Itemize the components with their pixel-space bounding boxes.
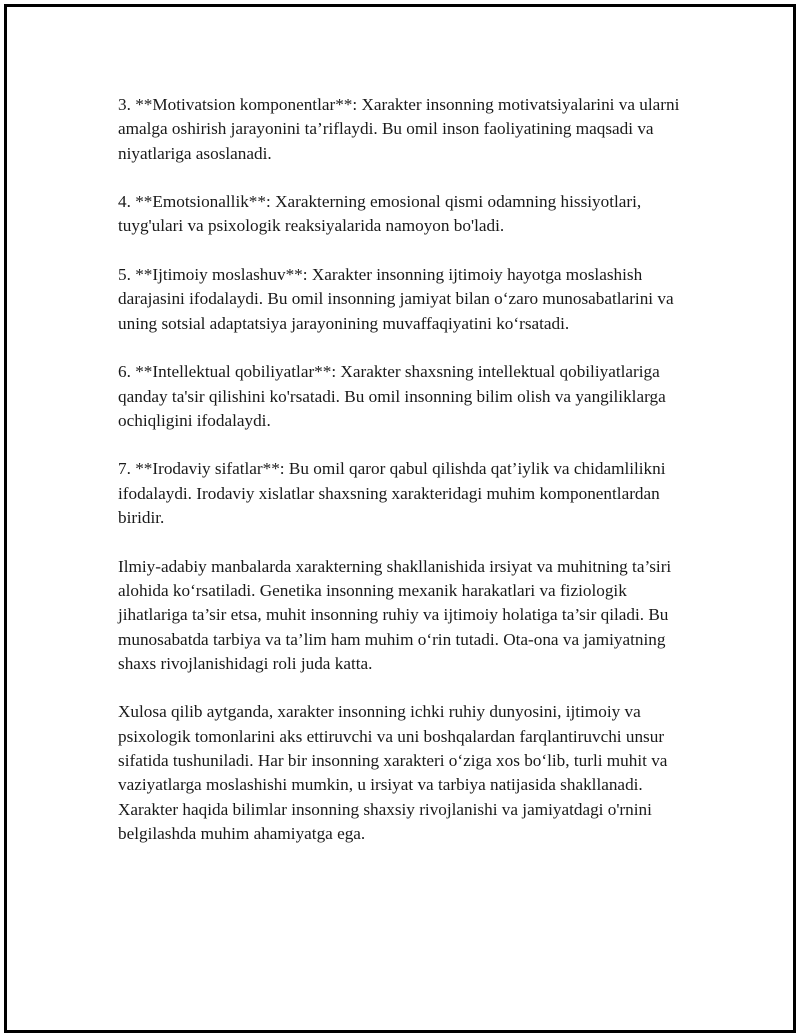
paragraph-emotionality: 4. **Emotsionallik**: Xarakterning emosional qismi odamning hissiyotlari, tuyg'ulari va psixologik reaksiyalarida namoyon bo'ladi. — [118, 192, 642, 236]
paragraph-heredity-environment: Ilmiy-adabiy manbalarda xarakterning shakllanishida irsiyat va muhitning ta’siri alohida ko‘rsatiladi. Genetika insonning mexanik harakatlari va fiziologik jihatlariga ta’sir etsa, muhit insonning ruhiy va ijtimoiy holatiga ta’sir qiladi. Bu munosabatda tarbiya va ta’lim ham muhim o‘rin tutadi. Ota-ona va jamiyatning shaxs rivojlanishidagi roli juda katta. — [118, 556, 672, 673]
paragraph-conclusion: Xulosa qilib aytganda, xarakter insonning ichki ruhiy dunyosini, ijtimoiy va psixologik tomonlarini aks ettiruvchi va uni boshqalardan farqlantiruvchi unsur sifatida tushuniladi. Har bir insonning xarakteri o‘ziga xos bo‘lib, turli muhit va vaziyatlarga moslashishi mumkin, u irsiyat va tarbiya natijasida shakllanadi. Xarakter haqida bilimlar insonning shaxsiy rivojlanishi va jamiyatdagi o'rnini belgilashda muhim ahamiyatga ega. — [118, 702, 668, 843]
paragraph-volitional-qualities: 7. **Irodaviy sifatlar**: Bu omil qaror qabul qilishda qat’iylik va chidamlilikni ifodalaydi. Irodaviy xislatlar shaxsning xarakteridagi muhim komponentlardan biridir. — [118, 459, 666, 528]
paragraph-motivational-components: 3. **Motivatsion komponentlar**: Xarakter insonning motivatsiyalarini va ularni amalga oshirish jarayonini ta’riflaydi. Bu omil inson faoliyatining maqsadi va niyatlariga asoslanadi. — [118, 95, 680, 163]
document-body — [118, 93, 688, 871]
paragraph-intellectual-abilities: 6. **Intellektual qobiliyatlar**: Xarakter shaxsning intellektual qobiliyatlariga qanday ta'sir qilishini ko'rsatadi. Bu omil insonning bilim olish va yangiliklarga ochiqligini ifodalaydi. — [118, 362, 666, 430]
paragraph-social-adaptation: 5. **Ijtimoiy moslashuv**: Xarakter insonning ijtimoiy hayotga moslashish darajasini ifodalaydi. Bu omil insonning jamiyat bilan o‘zaro munosabatlarini va uning sotsial adaptatsiya jarayonining muvaffaqiyatini ko‘rsatadi. — [118, 265, 674, 333]
